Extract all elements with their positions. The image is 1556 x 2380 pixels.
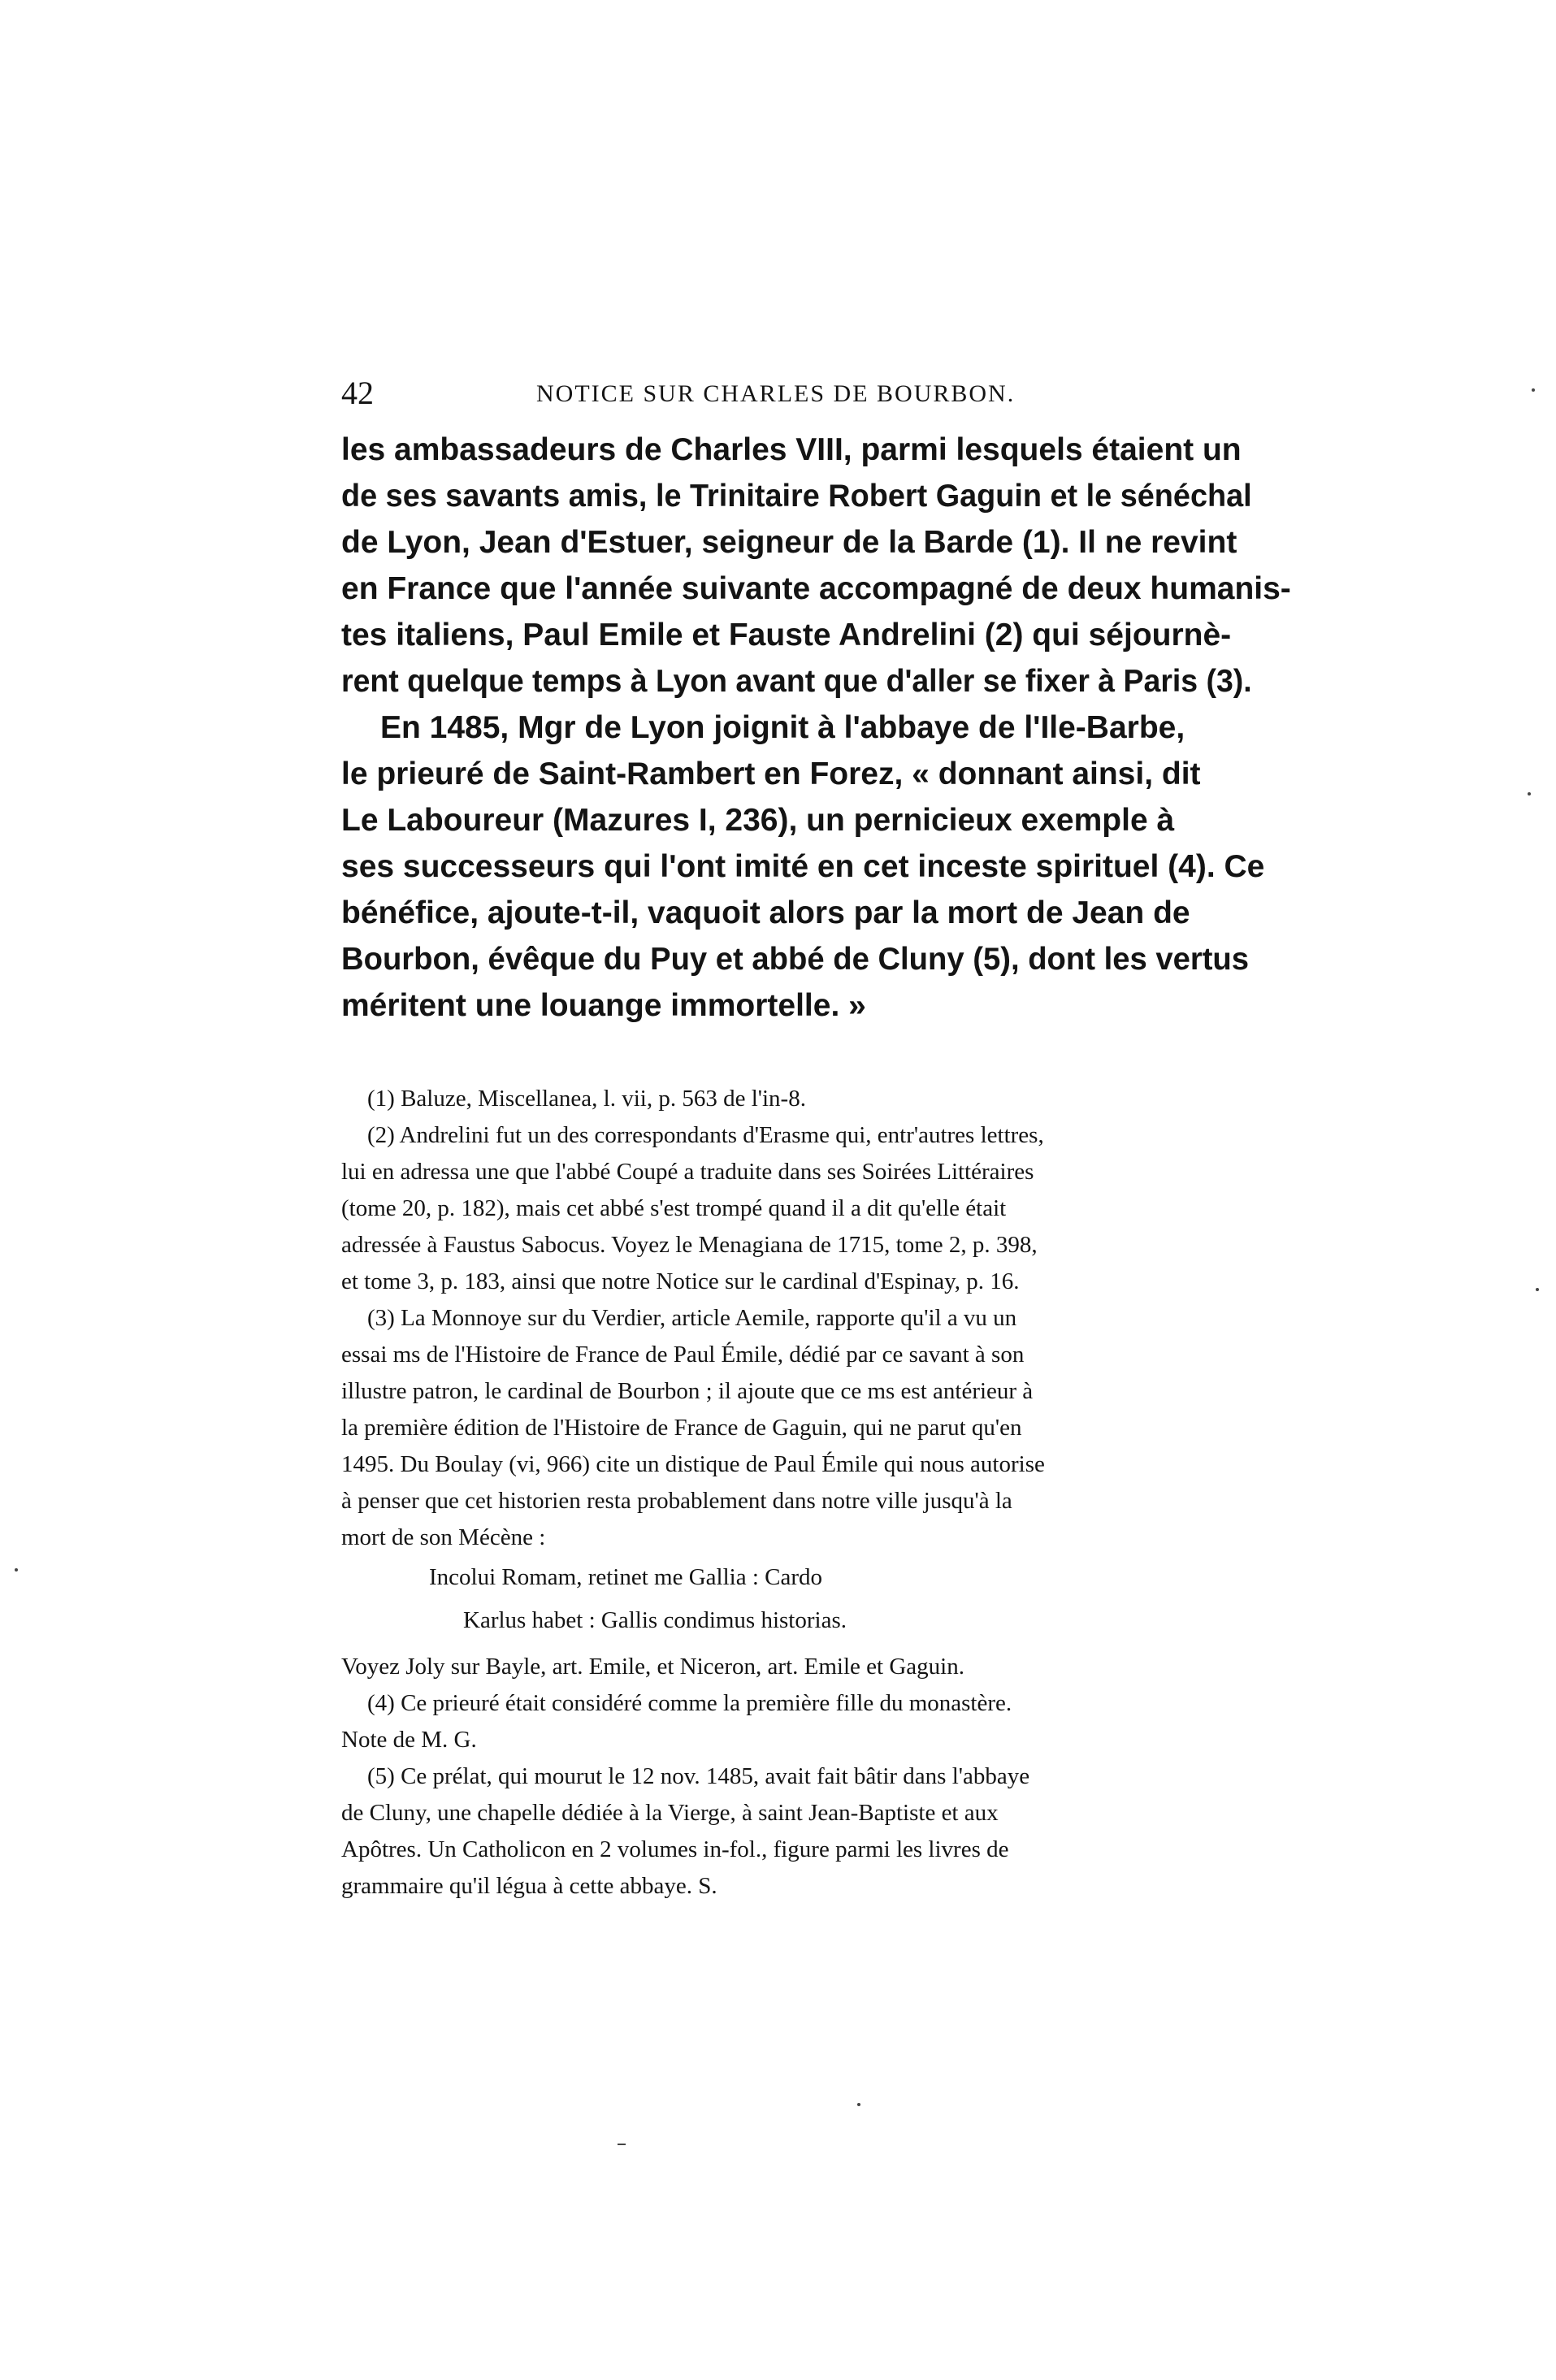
body-line: bénéfice, ajoute-t-il, vaquoit alors par la mort de Jean de [341,895,1190,930]
footnote-line: (tome 20, p. 182), mais cet abbé s'est trompé quand il a dit qu'elle était [341,1195,1007,1221]
footnote-line: illustre patron, le cardinal de Bourbon ; il ajoute que ce ms est antérieur à [341,1378,1034,1404]
scan-speck [618,2144,626,2145]
body-line: tes italiens, Paul Emile et Fauste Andrelini (2) qui séjournè- [341,618,1232,652]
scan-speck [15,1568,18,1571]
footnote-line: la première édition de l'Histoire de France de Gaguin, qui ne parut qu'en [341,1415,1022,1441]
body-line: ses successeurs qui l'ont imité en cet inceste spirituel (4). Ce [341,849,1265,884]
body-line: Le Laboureur (Mazures I, 236), un pernicieux exemple à [341,803,1175,838]
running-head: NOTICE SUR CHARLES DE BOURBON. [536,380,1016,407]
footnote-line: 1495. Du Boulay (vi, 966) cite un distique de Paul Émile qui nous autorise [341,1451,1045,1477]
footnote-line: (1) Baluze, Miscellanea, l. vii, p. 563 de l'in-8. [367,1086,806,1112]
footnote-line: Apôtres. Un Catholicon en 2 volumes in-fol., figure parmi les livres de [341,1836,1009,1862]
body-line: rent quelque temps à Lyon avant que d'aller se fixer à Paris (3). [341,664,1252,699]
footnote-line: Voyez Joly sur Bayle, art. Emile, et Niceron, art. Emile et Gaguin. [341,1654,964,1680]
verse-line: Incolui Romam, retinet me Gallia : Cardo [429,1564,823,1590]
scan-speck [857,2103,860,2106]
body-line: de Lyon, Jean d'Estuer, seigneur de la Barde (1). Il ne revint [341,525,1237,560]
body-line: les ambassadeurs de Charles VIII, parmi lesquels étaient un [341,432,1242,467]
footnotes [341,1081,1227,1905]
scan-speck [1536,1288,1539,1291]
footnote-line: de Cluny, une chapelle dédiée à la Vierge, à saint Jean-Baptiste et aux [341,1800,999,1826]
scan-speck [1532,388,1535,392]
page-header [341,374,1227,423]
footnote-line: (2) Andrelini fut un des correspondants d'Erasme qui, entr'autres lettres, [367,1122,1044,1148]
footnote-line: essai ms de l'Histoire de France de Paul Émile, dédié par ce savant à son [341,1342,1025,1368]
footnote-line: à penser que cet historien resta probablement dans notre ville jusqu'à la [341,1488,1012,1514]
footnote-line: lui en adressa une que l'abbé Coupé a traduite dans ses Soirées Littéraires [341,1159,1034,1185]
footnote-line: adressée à Faustus Sabocus. Voyez le Menagiana de 1715, tome 2, p. 398, [341,1232,1038,1258]
body-line: méritent une louange immortelle. » [341,988,866,1023]
body-line: en France que l'année suivante accompagné de deux humanis- [341,571,1291,606]
main-text [341,427,1291,1029]
footnote-line: grammaire qu'il légua à cette abbaye. S. [341,1873,717,1899]
body-line: En 1485, Mgr de Lyon joignit à l'abbaye de l'Ile-Barbe, [380,710,1185,745]
scan-speck [1528,792,1531,796]
body-line: le prieuré de Saint-Rambert en Forez, « donnant ainsi, dit [341,756,1201,791]
footnote-line: (3) La Monnoye sur du Verdier, article Aemile, rapporte qu'il a vu un [367,1305,1017,1331]
footnote-line: (5) Ce prélat, qui mourut le 12 nov. 1485, avait fait bâtir dans l'abbaye [367,1763,1030,1789]
footnote-line: mort de son Mécène : [341,1524,546,1550]
footnote-line: Note de M. G. [341,1727,477,1753]
verse-line: Karlus habet : Gallis condimus historias. [463,1607,847,1633]
footnote-line: et tome 3, p. 183, ainsi que notre Notice sur le cardinal d'Espinay, p. 16. [341,1268,1020,1294]
body-line: Bourbon, évêque du Puy et abbé de Cluny (5), dont les vertus [341,942,1250,977]
footnote-line: (4) Ce prieuré était considéré comme la première fille du monastère. [367,1690,1012,1716]
body-line: de ses savants amis, le Trinitaire Robert Gaguin et le sénéchal [341,479,1252,514]
page-number: 42 [341,375,374,411]
